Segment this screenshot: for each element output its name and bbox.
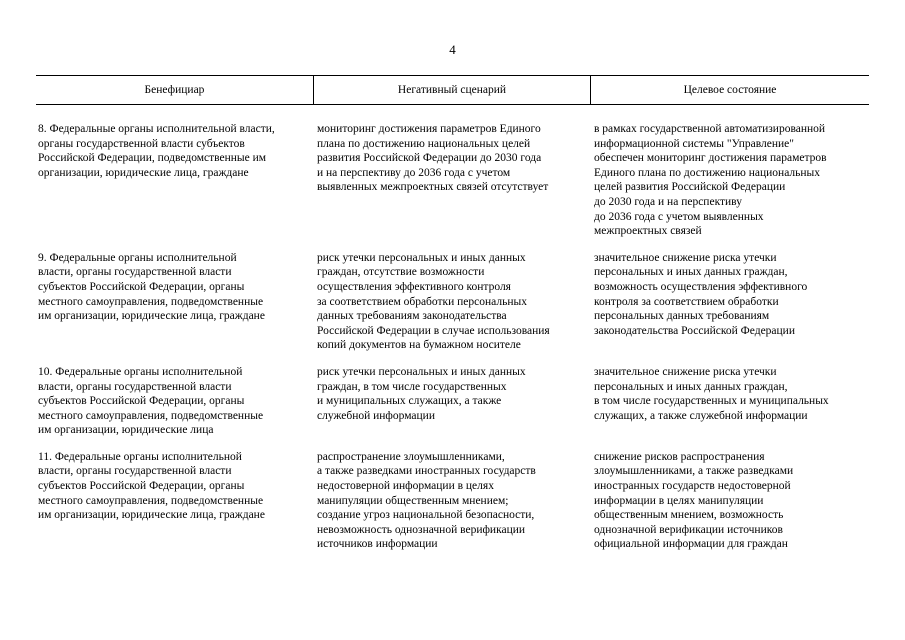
header-target-state: Целевое состояние: [590, 76, 869, 104]
negative-scenario-cell: распространение злоумышленниками, а также разведками иностранных государств недостоверной информации в целях манипуляции общественным мнением; создание угроз национальной безопасности, невозможность однозначной верификации источников информации: [317, 450, 536, 551]
target-state-cell: значительное снижение риска утечки персональных и иных данных граждан, в том числе государственных и муниципальных служащих, а также служебной информации: [594, 365, 829, 422]
beneficiary-cell: 11. Федеральные органы исполнительной власти, органы государственной власти субъектов Российской Федерации, органы местного самоуправления, подведомственные им организации, юридические лица, граждане: [38, 450, 265, 522]
scenario-table: [36, 75, 869, 552]
target-state-cell: в рамках государственной автоматизированной информационной системы "Управление" обеспечен мониторинг достижения параметров Единого плана по достижению национальных целей развития Российской Федерации до 2030 года и на перспективу до 2036 года с учетом выявленных межпроектных связей: [594, 123, 827, 238]
table-row: [36, 251, 869, 353]
target-state-cell: снижение рисков распространения злоумышленниками, а также разведками иностранных государств недостоверной информации в целях манипуляции общественным мнением, возможность однозначной верификации источников официальной информации для граждан: [594, 450, 794, 551]
page-number: 4: [449, 42, 456, 57]
header-negative-scenario: Негативный сценарий: [313, 76, 590, 104]
negative-scenario-cell: риск утечки персональных и иных данных граждан, отсутствие возможности осуществления эффективного контроля за соответствием обработки персональных данных требованиям законодательства Российской Федерации в случае использования копий документов на бумажном носителе: [317, 251, 550, 352]
table-row: [36, 122, 869, 239]
target-state-cell: значительное снижение риска утечки персональных и иных данных граждан, возможность осуществления эффективного контроля за соответствием обработки персональных данных требованиям законодательства Российской Федерации: [594, 251, 808, 337]
negative-scenario-cell: мониторинг достижения параметров Единого плана по достижению национальных целей развития Российской Федерации до 2030 года и на перспективу до 2036 года с учетом выявленных межпроектных связей отсутствует: [317, 123, 549, 194]
beneficiary-cell: 9. Федеральные органы исполнительной власти, органы государственной власти субъектов Российской Федерации, органы местного самоуправления, подведомственные им организации, юридические лица, граждане: [38, 251, 265, 323]
beneficiary-cell: 8. Федеральные органы исполнительной власти, органы государственной власти субъектов Российской Федерации, подведомственные им организации, юридические лица, граждане: [38, 123, 275, 179]
table-row: [36, 365, 869, 438]
table-row: [36, 450, 869, 552]
header-beneficiary: Бенефициар: [144, 84, 205, 96]
table-header-row: [36, 75, 869, 105]
table-body: [36, 122, 869, 552]
beneficiary-cell: 10. Федеральные органы исполнительной власти, органы государственной власти субъектов Российской Федерации, органы местного самоуправления, подведомственные им организации, юридические лица: [38, 365, 264, 437]
negative-scenario-cell: риск утечки персональных и иных данных граждан, в том числе государственных и муниципальных служащих, а также служебной информации: [317, 365, 526, 422]
